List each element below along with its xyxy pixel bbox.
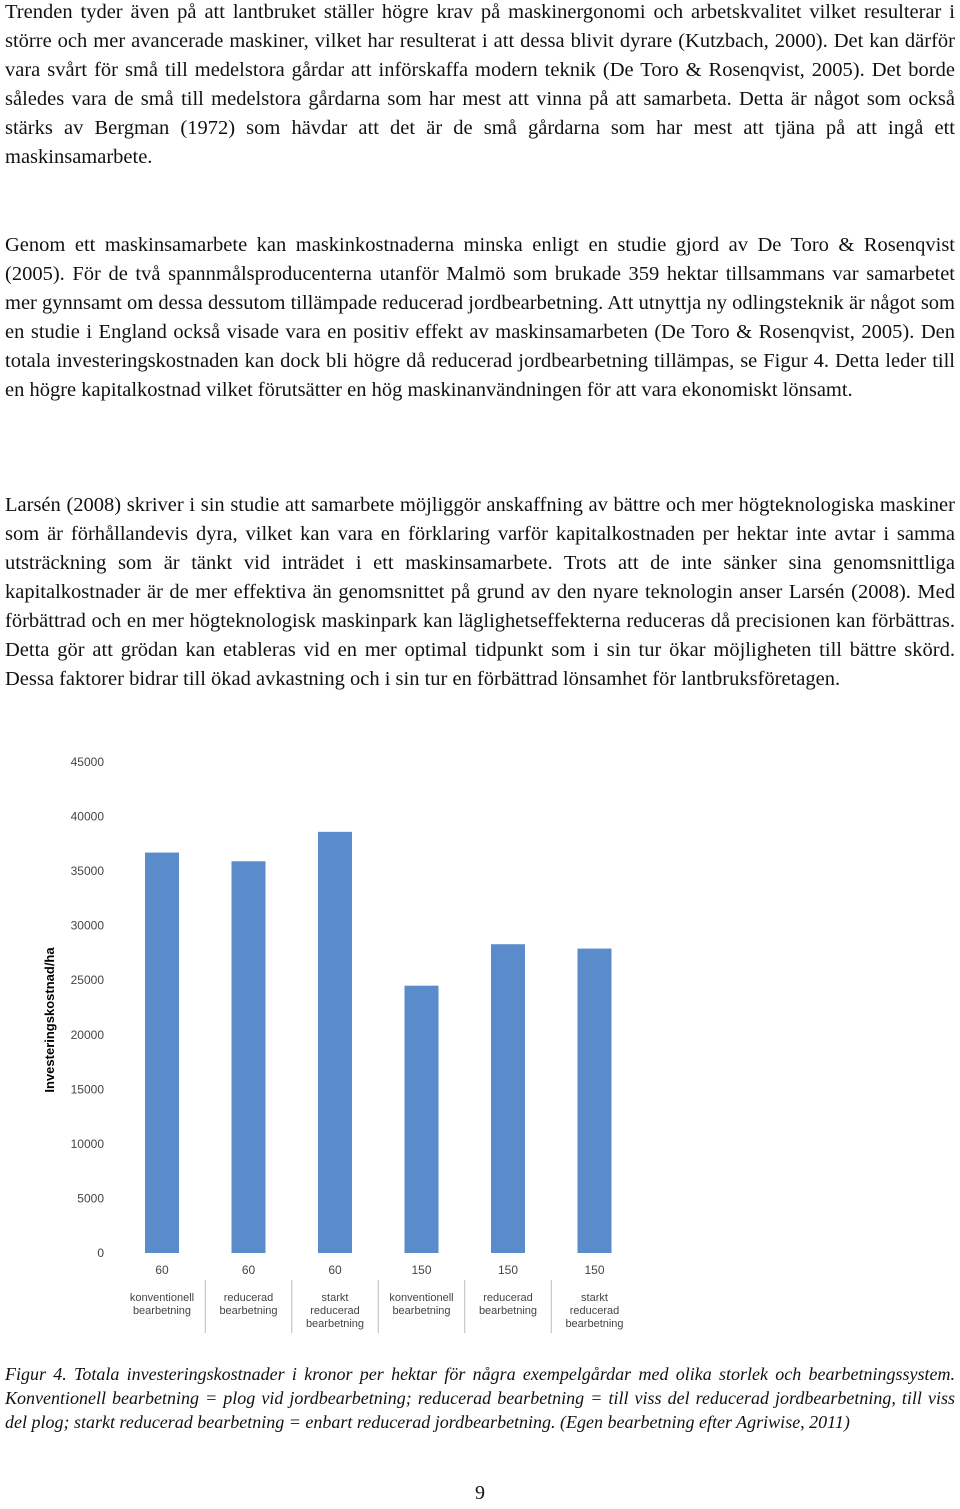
x-tick-size-label: 150 (584, 1263, 605, 1277)
paragraph-3: Larsén (2008) skriver i sin studie att samarbete möjliggör anskaffning av bättre och mer högteknologiska maskiner som är förhållandevis dyra, vilket kan vara en förklaring varför kapitalkostnaden per hektar inte avtar i samma utsträckning som är tänkt vid inträdet i ett maskinsamarbete. Trots att de inte sänker sina genomsnittliga kapitalkostnader är de mer effektiva än genomsnittet på grund av den nyare teknologin anser Larsén (2008). Med förbättrad och en mer högteknologisk maskinpark kan läglighetseffekterna reduceras då precisionen kan förbättras. Detta gör att grödan kan etableras vid en mer optimal tidpunkt som i sin tur ökar möjligheten till bättre skörd. Dessa faktorer bidrar till ökad avkastning och i sin tur en förbättrad lönsamhet för lantbruksföretagen. (5, 494, 955, 690)
figure-caption: Figur 4. Totala investeringskostnader i kronor per hektar för några exempelgårdar med olika storlek och bearbetningssystem. Konventionell bearbetning = plog vid jordbearbetning; reducerad bearbetning = till viss del reducerad jordbearbetning, till viss del plog; starkt reducerad bearbetning = enbart reducerad jordbearbetning. (Egen bearbetning efter Agriwise, 2011) (5, 1364, 955, 1432)
y-tick-label: 0 (97, 1246, 104, 1260)
bar (318, 832, 352, 1253)
bar (232, 861, 266, 1253)
paragraph-1: Trenden tyder även på att lantbruket ställer högre krav på maskinergonomi och arbetskvalitet vilket resulterar i större och mer avancerade maskiner, vilket har resulterat i att dessa blivit dyrare (Kutzbach, 2000). Det kan därför vara svårt för små till medelstora gårdar att införskaffa modern teknik (De Toro & Rosenqvist, 2005). Det borde således vara de små till medelstora gårdarna som har mest att vinna på att samarbeta. Detta är något som också stärks av Bergman (1972) som hävdar att det är de små gårdarna som har mest att tjäna på att ingå ett maskinsamarbete. (5, 1, 955, 168)
x-tick-size-label: 150 (411, 1263, 432, 1277)
investment-cost-chart (4, 748, 679, 1348)
bar (491, 944, 525, 1253)
x-tick-category-label: reducerad (223, 1292, 274, 1304)
x-tick-category-label: reducerad (310, 1305, 360, 1317)
y-tick-label: 40000 (70, 809, 104, 824)
x-tick-category-label: starkt (321, 1292, 349, 1304)
bar (405, 986, 439, 1253)
x-tick-category-label: bearbetning (219, 1305, 278, 1317)
y-tick-label: 45000 (70, 755, 104, 769)
x-tick-category-label: reducerad (569, 1305, 620, 1317)
x-tick-category-label: konventionell (129, 1292, 195, 1304)
x-tick-size-label: 60 (155, 1263, 169, 1277)
y-tick-label: 5000 (77, 1191, 104, 1206)
page-number: 9 (475, 1482, 485, 1504)
x-tick-category-label: starkt (581, 1292, 608, 1304)
x-tick-category-label: reducerad (483, 1292, 533, 1304)
x-tick-category-label: bearbetning (565, 1318, 624, 1330)
y-axis-label: Investeringskostnad/ha (42, 947, 57, 1093)
y-tick-label: 10000 (70, 1136, 104, 1151)
x-tick-category-label: konventionell (389, 1292, 454, 1304)
y-tick-label: 20000 (70, 1027, 104, 1042)
x-tick-category-label: bearbetning (478, 1305, 538, 1317)
y-tick-label: 25000 (70, 973, 104, 988)
x-tick-category-label: bearbetning (392, 1305, 451, 1317)
x-tick-size-label: 150 (497, 1263, 519, 1277)
paragraph-2: Genom ett maskinsamarbete kan maskinkostnaderna minska enligt en studie gjord av De Toro & Rosenqvist (2005). För de två spannmålsproducenterna utanför Malmö som brukade 359 hektar tillsammans var samarbetet mer gynnsamt om dessa dessutom tillämpade reducerad jordbearbetning. Att utnyttja ny odlingsteknik är något som en studie i England också visade vara en positiv effekt av maskinsamarbeten (De Toro & Rosenqvist, 2005). Den totala investeringskostnaden kan dock bli högre då reducerad jordbearbetning tillämpas, se Figur 4. Detta leder till en högre kapitalkostnad vilket förutsätter en hög maskinanvändningen för att vara ekonomiskt lönsamt. (5, 234, 955, 401)
x-tick-size-label: 60 (328, 1263, 342, 1277)
bar (578, 949, 612, 1253)
y-tick-label: 15000 (70, 1082, 104, 1097)
y-tick-label: 35000 (70, 864, 104, 879)
x-tick-category-label: bearbetning (132, 1305, 192, 1317)
y-tick-label: 30000 (70, 918, 104, 933)
x-tick-size-label: 60 (241, 1263, 256, 1277)
x-tick-category-label: bearbetning (305, 1318, 365, 1330)
bar (145, 853, 179, 1253)
